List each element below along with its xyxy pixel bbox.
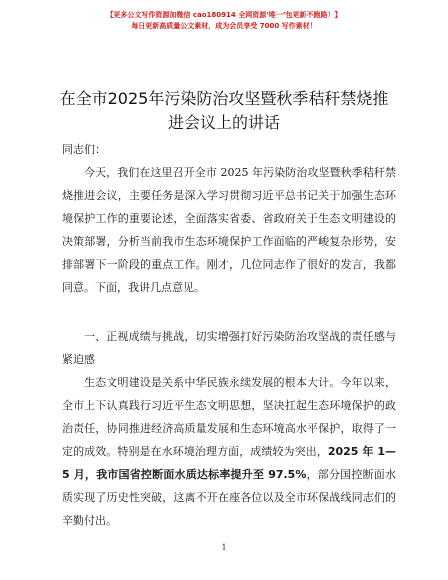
promo-banner-line1: 【更多公文写作资源加微信 cao180914 全网资源‘唯一’包更新不跑路！】 xyxy=(106,11,342,19)
section-heading-1: 一、正视成绩与挑战，切实增强打好污染防治攻坚战的责任感与紧迫感 xyxy=(62,330,396,366)
promo-banner-line2: 每日更新高质量公文素材，成为会员享受 7000 写作素材！ xyxy=(131,22,317,30)
paragraph-achievements xyxy=(62,371,396,532)
paragraph-intro: 今天，我们在这里召开全市 2025 年污染防治攻坚暨秋季秸秆禁烧推进会议，主要任务是深入学习贯彻习近平总书记关于加强生态环境保护工作的重要论述，全面落实省委、省政府关于生态文明建设的决策部署，分析当前我市生态环境保护工作面临的严峻复杂形势，安排部署下一阶段的重点工作。刚才，几位同志作了很好的发言，我都同意。下面，我讲几点意见。 xyxy=(62,166,396,294)
promo-banner xyxy=(0,10,448,32)
salutation: 同志们： xyxy=(62,143,106,156)
title-line2: 进会议上的讲话 xyxy=(167,113,280,132)
paragraph-achievements-text-a: 生态文明建设是关系中华民族永续发展的根本大计。今年以来，全市上下认真践行习近平生态文明思想，坚决扛起生态环境保护的政治责任，协同推进经济高质量发展和生态环境高水平保护，取得了一定的成效。特别是在水环境治理方面，成绩较为突出， xyxy=(62,376,396,458)
document-title xyxy=(46,87,402,135)
water-quality-stat: 2025 年 1—5 月，我市国省控断面水质达标率提升至 97.5% xyxy=(62,445,397,481)
title-line1: 在全市2025年污染防治攻坚暨秋季秸秆禁烧推 xyxy=(59,89,389,108)
page-number: 1 xyxy=(221,543,227,552)
paragraph-achievements-text-b: ，部分国控断面水质实现了历史性突破，这离不开在座各位以及全市环保战线同志们的辛勤付出。 xyxy=(62,468,396,527)
